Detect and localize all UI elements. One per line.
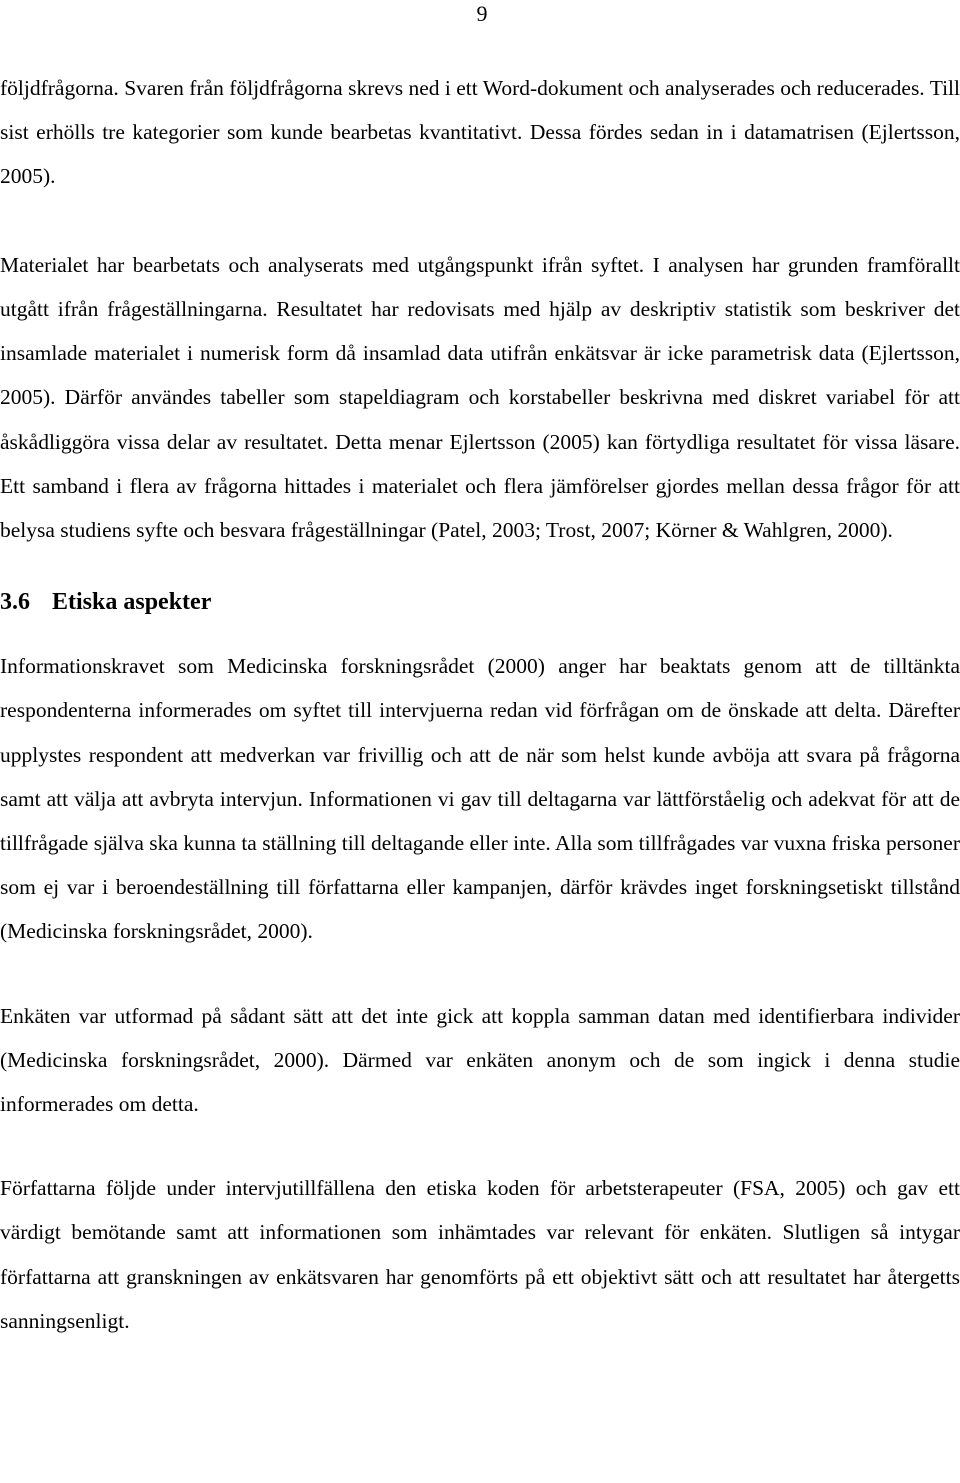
section-heading bbox=[0, 580, 960, 624]
page-number: 9 bbox=[476, 1, 488, 26]
paragraph-analysis-method: Materialet har bearbetats och analyserats med utgångspunkt ifrån syftet. I analysen har grunden framförallt utgått ifrån frågeställningarna. Resultatet har redovisats med hjälp av deskriptiv statistik som beskriver det insamlade materialet i numerisk form då insamlad data utifrån enkätsvar är icke parametrisk data (Ejlertsson, 2005). Därför användes tabeller som stapeldiagram och korstabeller beskrivna med diskret variabel för att åskådliggöra vissa delar av resultatet. Detta menar Ejlertsson (2005) kan förtydliga resultatet för vissa läsare. Ett samband i flera av frågorna hittades i materialet och flera jämförelser gjordes mellan dessa frågor för att belysa studiens syfte och besvara frågeställningar (Patel, 2003; Trost, 2007; Körner & Wahlgren, 2000). bbox=[0, 252, 960, 543]
paragraph-analysis-reduction: följdfrågorna. Svaren från följdfrågorna skrevs ned i ett Word-dokument och analyserades och reducerades. Till sist erhölls tre kategorier som kunde bearbetas kvantitativt. Dessa fördes sedan in i datamatrisen (Ejlertsson, 2005). bbox=[0, 76, 960, 189]
paragraph-information-requirement: Informationskravet som Medicinska forskningsrådet (2000) anger har beaktats genom att de tilltänkta respondenterna informerades om syftet till intervjuerna redan vid förfrågan om de önskade att delta. Därefter upplystes respondent att medverkan var frivillig och att de när som helst kunde avböja att svara på frågorna samt att välja att avbryta intervjun. Informationen vi gav till deltagarna var lättförståelig och adekvat för att de tillfrågade själva ska kunna ta ställning till deltagande eller inte. Alla som tillfrågades var vuxna friska personer som ej var i beroendeställning till författarna eller kampanjen, därför krävdes inget forskningsetiskt tillstånd (Medicinska forskningsrådet, 2000). bbox=[0, 654, 960, 944]
paragraph-ethical-code: Författarna följde under intervjutillfällena den etiska koden för arbetsterapeuter (FSA, 2005) och gav ett värdigt bemötande samt att informationen som inhämtades var relevant för enkäten. Slutligen så intygar författarna att granskningen av enkätsvaren har genomförts på ett objektivt sätt och att resultatet har återgetts sanningsenligt. bbox=[0, 1176, 960, 1333]
section-number: 3.6 bbox=[0, 589, 30, 616]
section-title: Etiska aspekter bbox=[52, 589, 212, 616]
document-body bbox=[0, 66, 960, 1343]
paragraph-anonymity: Enkäten var utformad på sådant sätt att det inte gick att koppla samman datan med identifierbara individer (Medicinska forskningsrådet, 2000). Därmed var enkäten anonym och de som ingick i denna studie informerades om detta. bbox=[0, 1003, 960, 1117]
